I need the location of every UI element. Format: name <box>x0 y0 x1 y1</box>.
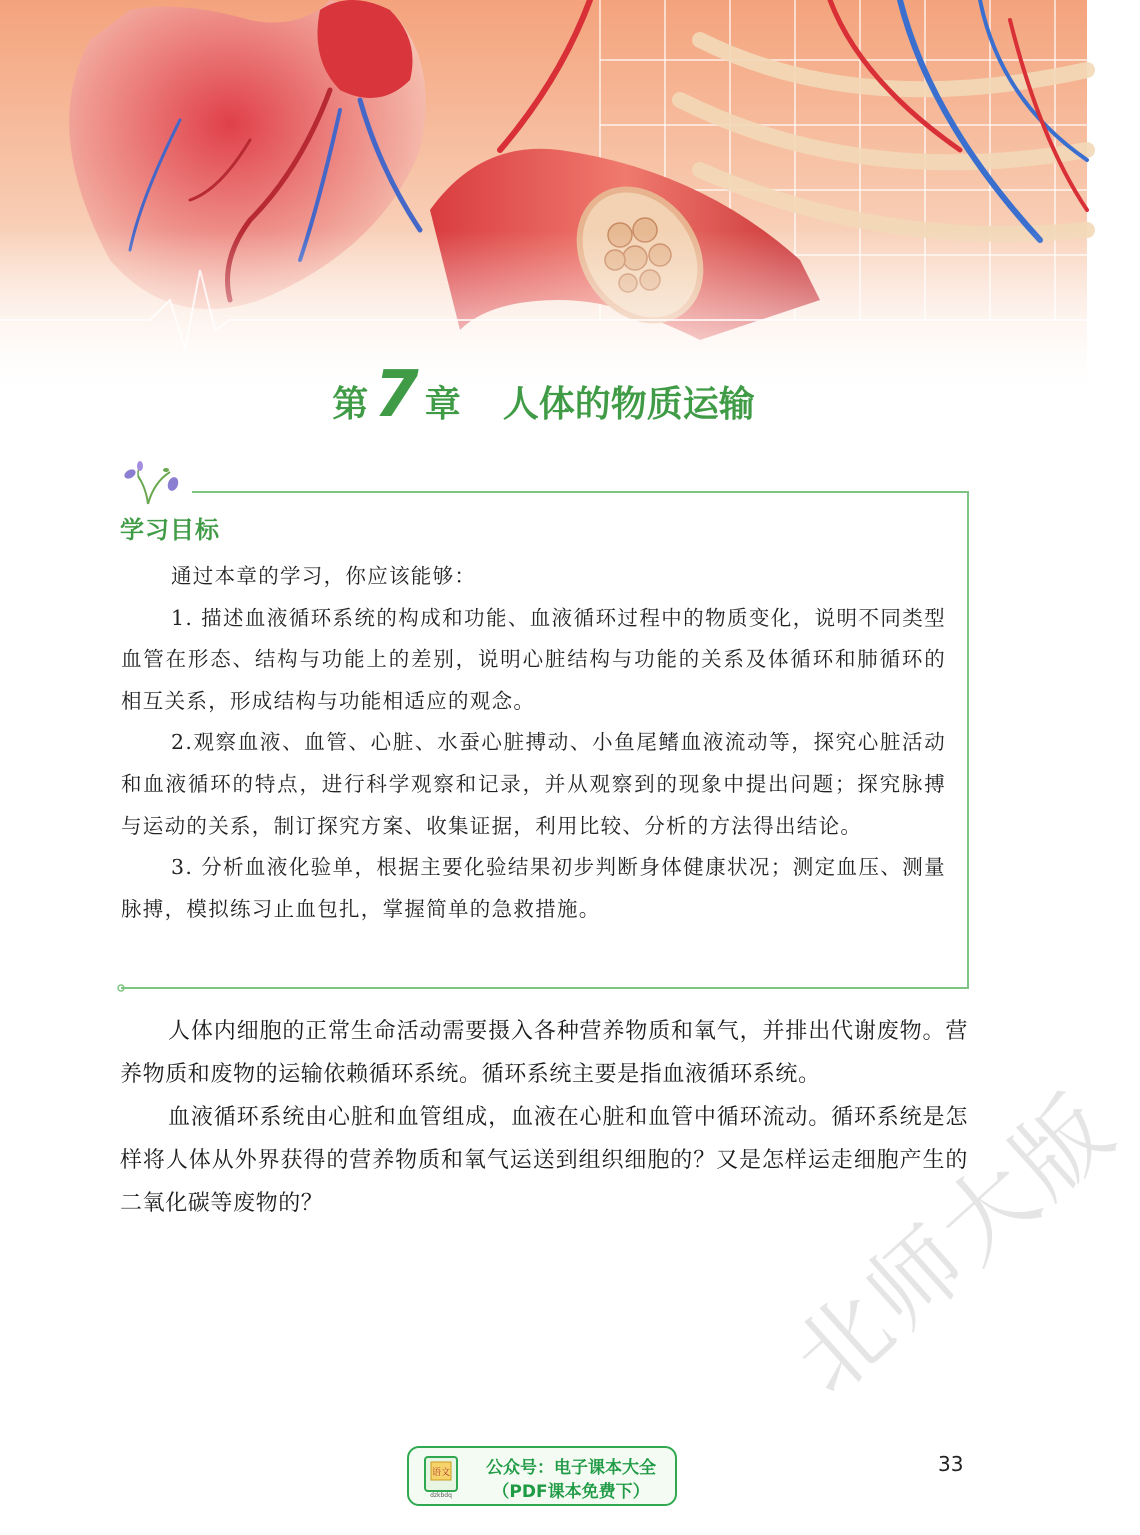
icon-caption: dzkbdq <box>430 1492 452 1499</box>
badge-line-2: （PDF课本免费下） <box>492 1482 650 1502</box>
publisher-watermark: 北师大版 <box>773 1072 1137 1415</box>
badge-line-1: 公众号：电子课本大全 <box>486 1458 656 1478</box>
heart-vessel-illustration <box>0 0 1087 400</box>
page-number: 33 <box>938 1452 964 1476</box>
objective-item-3: 3. 分析血液化验单，根据主要化验结果初步判断身体健康状况；测定血压、测量脉搏，模拟练习止血包扎，掌握简单的急救措施。 <box>121 855 946 921</box>
chapter-suffix: 章 <box>424 384 461 425</box>
banner-illustration <box>0 0 1087 400</box>
chapter-intro-text <box>120 1010 968 1225</box>
chapter-title <box>0 350 1087 450</box>
textbook-icon <box>423 1455 463 1499</box>
objectives-intro: 通过本章的学习，你应该能够： <box>171 564 477 588</box>
body-paragraph-1: 人体内细胞的正常生命活动需要摄入各种营养物质和氧气，并排出代谢废物。营养物质和废物的运输依赖循环系统。循环系统主要是指血液循环系统。 <box>120 1019 968 1087</box>
objectives-body <box>121 556 946 930</box>
icon-label: 语文 <box>431 1468 451 1478</box>
objectives-heading: 学习目标 <box>120 516 220 544</box>
chapter-number: 7 <box>374 358 419 432</box>
chapter-prefix: 第 <box>332 384 369 425</box>
chapter-name: 人体的物质运输 <box>502 384 755 425</box>
flower-icon <box>118 458 188 506</box>
wechat-badge <box>407 1446 677 1506</box>
objective-item-2: 2.观察血液、血管、心脏、水蚕心脏搏动、小鱼尾鳍血液流动等，探究心脏活动和血液循环的特点，进行科学观察和记录，并从观察到的现象中提出问题；探究脉搏与运动的关系，制订探究方案、收集证据，利用比较、分析的方法得出结论。 <box>121 730 946 838</box>
objective-item-1: 1. 描述血液循环系统的构成和功能、血液循环过程中的物质变化，说明不同类型血管在形态、结构与功能上的差别，说明心脏结构与功能的关系及体循环和肺循环的相互关系，形成结构与功能相适应的观念。 <box>121 605 946 713</box>
body-paragraph-2: 血液循环系统由心脏和血管组成，血液在心脏和血管中循环流动。循环系统是怎样将人体从外界获得的营养物质和氧气运送到组织细胞的？又是怎样运走细胞产生的二氧化碳等废物的？ <box>120 1105 968 1216</box>
